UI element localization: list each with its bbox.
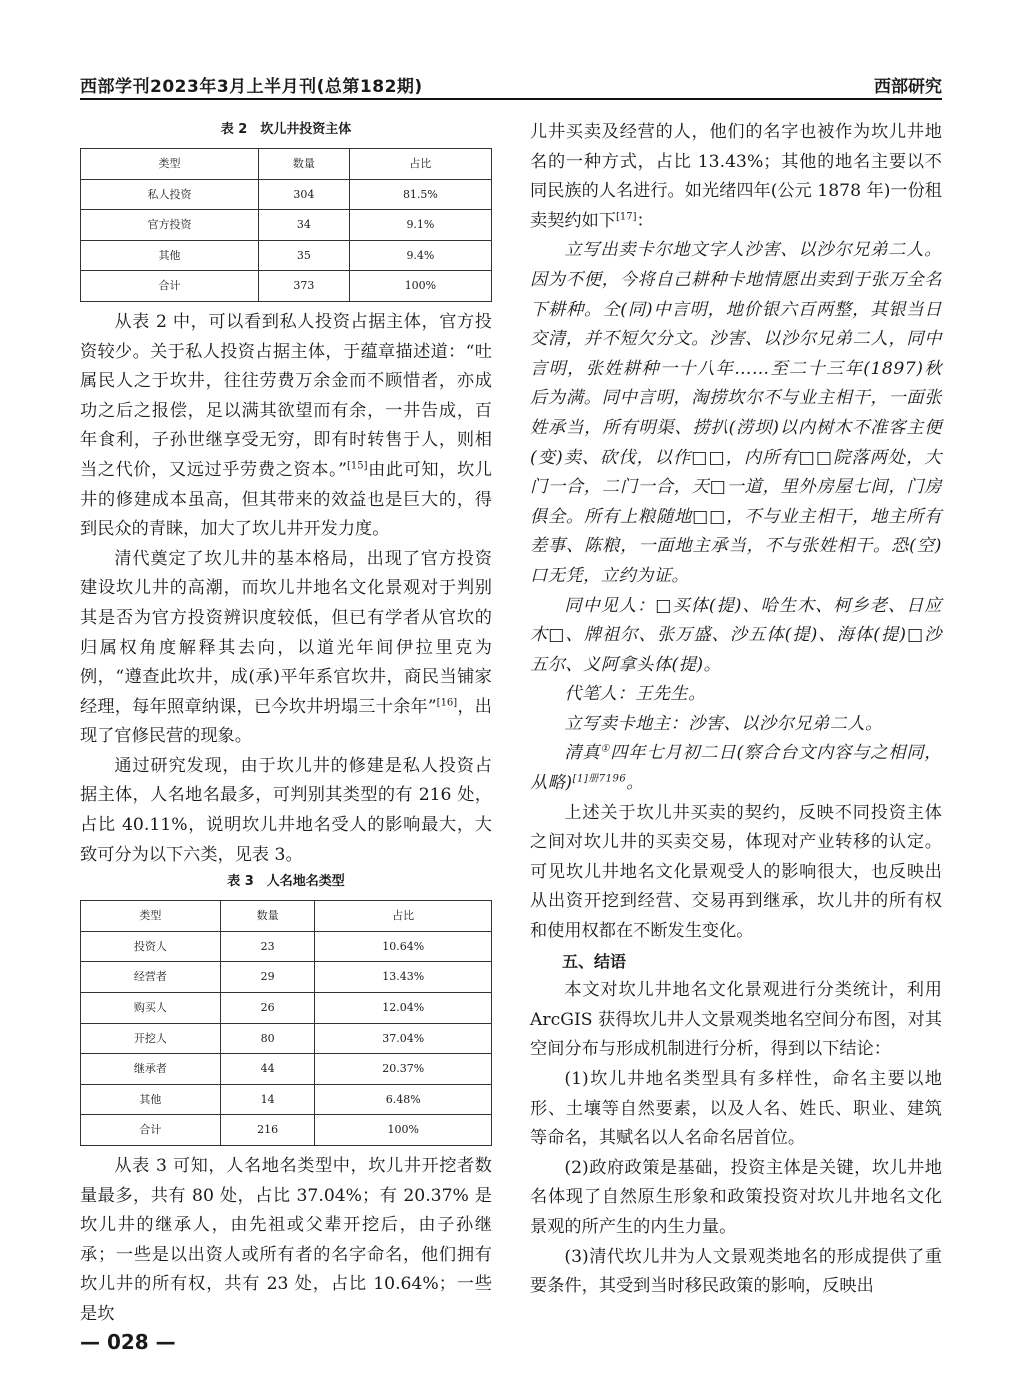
table-row <box>81 962 492 993</box>
table-cell: 13.43% <box>315 962 492 993</box>
contract-witnesses: 同中见人：□买体(提)、哈生木、柯乡老、日应木□、牌祖尔、张万盛、沙五体(提)、海体(提)□沙五尔、义阿拿头体(提)。 <box>530 595 942 675</box>
table2-caption: 表 2 坎儿井投资主体 <box>220 122 352 137</box>
table-header-row <box>81 901 492 932</box>
header-rule <box>80 98 942 100</box>
paragraph: 上述关于坎儿井买卖的契约，反映不同投资主体之间对坎儿井的买卖交易，体现对产业转移的认定。可见坎儿井地名文化景观受人的影响很大，也反映出从出资开挖到经营、交易再到继承，坎儿井的所有权和使用权都在不断发生变化。 <box>530 802 942 942</box>
table-cell: 开挖人 <box>81 1023 221 1054</box>
table-header-cell: 占比 <box>315 901 492 932</box>
table-cell: 9.1% <box>349 210 491 241</box>
table3 <box>80 900 492 1146</box>
left-column <box>80 118 492 1330</box>
contract-seller: 立写卖卡地主：沙害、以沙尔兄弟二人。 <box>564 713 883 734</box>
table2 <box>80 148 492 302</box>
page-number: — 028 — <box>80 1330 176 1354</box>
table-row <box>81 210 492 241</box>
table-header-row <box>81 149 492 180</box>
table-header-cell: 数量 <box>258 149 349 180</box>
table-row <box>81 1023 492 1054</box>
table-header-cell: 类型 <box>81 149 259 180</box>
journal-issue: 西部学刊2023年3月上半月刊(总第182期) <box>80 77 423 97</box>
table-cell: 官方投资 <box>81 210 259 241</box>
table-cell: 80 <box>220 1023 315 1054</box>
table-cell: 37.04% <box>315 1023 492 1054</box>
table-cell: 10.64% <box>315 931 492 962</box>
table-row <box>81 1084 492 1115</box>
table-row <box>81 271 492 302</box>
contract-quote: 立写出卖卡尔地文字人沙害、以沙尔兄弟二人。因为不便，今将自己耕种卡地情愿出卖到于张万全名下耕种。仝(同)中言明，地价银六百两整，其银当日交清，并不短欠分文。沙害、以沙尔兄弟二人，同中言明，张姓耕种一十八年……至二十三年(1897)秋后为满。同中言明，淘捞坎尔不与业主相干，一面张姓承当，所有明渠、捞扒(涝坝)以内树木不准客主便(变)卖、砍伐，以作□□，内所有□□院落两处，大门一合，二门一合，天□一道，里外房屋七间，门房俱全。所有上粮随地□□，不与业主相干，地主所有差事、陈粮，一面地主承当，不与张姓相干。恐(空)口无凭，立约为证。 <box>530 240 942 586</box>
table-cell: 373 <box>258 271 349 302</box>
table-cell: 34 <box>258 210 349 241</box>
table-cell: 29 <box>220 962 315 993</box>
table-cell: 投资人 <box>81 931 221 962</box>
table-header-cell: 类型 <box>81 901 221 932</box>
table-row <box>81 993 492 1024</box>
paragraph: 通过研究发现，由于坎儿井的修建是私人投资占据主体，人名地名最多，可判别其类型的有 216 处，占比 40.11%，说明坎儿井地名受人的影响最大，大致可分为以下六类，见表 3。 <box>80 755 492 865</box>
footnote-mark: ① <box>600 743 611 755</box>
table-row <box>81 1115 492 1146</box>
table-cell: 购买人 <box>81 993 221 1024</box>
table-row <box>81 931 492 962</box>
table-cell: 81.5% <box>349 179 491 210</box>
table-cell: 继承者 <box>81 1054 221 1085</box>
table-cell: 44 <box>220 1054 315 1085</box>
paragraph: (1)坎儿井地名类型具有多样性，命名主要以地形、土壤等自然要素，以及人名、姓氏、职业、建筑等命名，其赋名以人名命名居首位。 <box>530 1069 942 1149</box>
table-cell: 100% <box>349 271 491 302</box>
table-header-cell: 数量 <box>220 901 315 932</box>
table-cell: 23 <box>220 931 315 962</box>
table-cell: 其他 <box>81 240 259 271</box>
table-cell: 其他 <box>81 1084 221 1115</box>
citation: [15] <box>346 460 368 472</box>
paragraph: (2)政府政策是基础，投资主体是关键，坎儿井地名体现了自然原生形象和政策投资对坎儿井地名文化景观的所产生的内生力量。 <box>530 1157 942 1237</box>
citation: [17] <box>615 211 637 223</box>
table-cell: 合计 <box>81 271 259 302</box>
paragraph: 从表 3 可知，人名地名类型中，坎儿井开挖者数量最多，共有 80 处，占比 37.04%；有 20.37% 是坎儿井的继承人，由先祖或父辈开挖后，由子孙继承；一些是以出资人或所有者的名字命名，他们拥有坎儿井的所有权，共有 23 处，占比 10.64%；一些是坎 <box>80 1156 492 1324</box>
paragraph: 本文对坎儿井地名文化景观进行分类统计，利用 ArcGIS 获得坎儿井人文景观类地名空间分布图，对其空间分布与形成机制进行分析，得到以下结论： <box>530 980 942 1060</box>
section-name: 西部研究 <box>874 77 942 97</box>
table-row <box>81 179 492 210</box>
table-cell: 经营者 <box>81 962 221 993</box>
section-heading: 五、结语 <box>562 951 627 971</box>
table-row <box>81 240 492 271</box>
right-column <box>530 118 942 1302</box>
table-cell: 14 <box>220 1084 315 1115</box>
citation: [16] <box>436 696 458 708</box>
table-row <box>81 1054 492 1085</box>
table-cell: 9.4% <box>349 240 491 271</box>
table-cell: 12.04% <box>315 993 492 1024</box>
table-cell: 6.48% <box>315 1084 492 1115</box>
citation: [1]册7196 <box>572 773 627 785</box>
paragraph: 从表 2 中，可以看到私人投资占据主体，官方投资较少。关于私人投资占据主体，于蕴章描述道：“吐属民人之于坎井，往往劳费万余金而不顾惜者，亦成功之后之报偿，足以满其欲望而有余，一井告成，百年食利，子孙世继享受无穷，即有时转售于人，则相当之代价，又远过乎劳费之资本。”[15]由此可知，坎儿井的修建成本虽高，但其带来的效益也是巨大的，得到民众的青睐，加大了坎儿井开发力度。 <box>80 311 492 540</box>
paragraph: 清代奠定了坎儿井的基本格局，出现了官方投资建设坎儿井的高潮，而坎儿井地名文化景观对于判别其是否为官方投资辨识度较低，但已有学者从官坎的归属权角度解释其去向，以道光年间伊拉里克为例，“遵查此坎井，成(承)平年系官坎井，商民当铺家经理，每年照章纳课，已今坎井坍塌三十余年”[16]，出现了官修民营的现象。 <box>80 548 492 747</box>
table-cell: 216 <box>220 1115 315 1146</box>
table-cell: 35 <box>258 240 349 271</box>
table-cell: 26 <box>220 993 315 1024</box>
running-header <box>80 68 942 98</box>
table-cell: 20.37% <box>315 1054 492 1085</box>
table3-caption: 表 3 人名地名类型 <box>227 874 345 890</box>
table-cell: 304 <box>258 179 349 210</box>
contract-scribe: 代笔人：王先生。 <box>564 684 706 705</box>
contract-date: 清真①四年七月初二日(察合台文内容与之相同，从略)$^{[1]册7196}$。 <box>530 743 942 794</box>
paragraph: 儿井买卖及经营的人，他们的名字也被作为坎儿井地名的一种方式，占比 13.43%；其他的地名主要以不同民族的人名进行。如光绪四年(公元 1878 年)一份租卖契约如下[17]： <box>530 122 942 231</box>
table-cell: 合计 <box>81 1115 221 1146</box>
table-header-cell: 占比 <box>349 149 491 180</box>
table-cell: 私人投资 <box>81 179 259 210</box>
table-cell: 100% <box>315 1115 492 1146</box>
paragraph: (3)清代坎儿井为人文景观类地名的形成提供了重要条件，其受到当时移民政策的影响，反映出 <box>530 1246 942 1297</box>
